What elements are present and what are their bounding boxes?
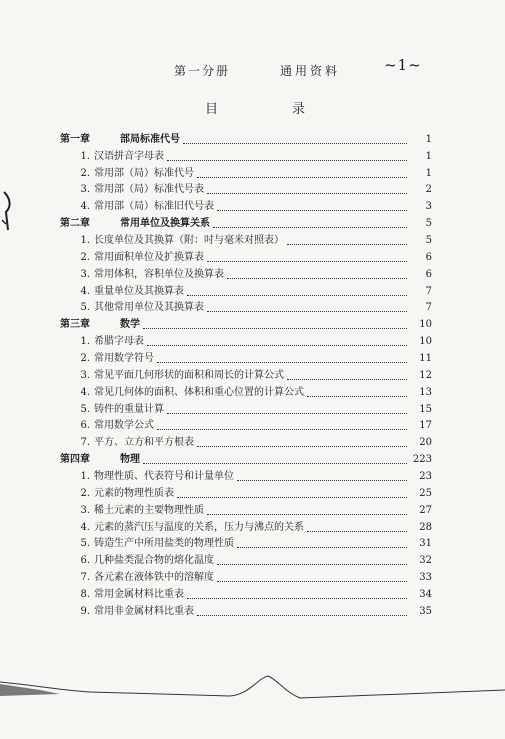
binding-mark [0, 190, 14, 240]
toc-entry-row [60, 281, 432, 298]
toc-entry-row [60, 230, 432, 247]
entry-number: 9. [80, 605, 90, 617]
dot-leader [237, 470, 407, 481]
entry-title: 元素的物理性质表 [94, 487, 174, 499]
toc-chapter-row [60, 129, 432, 146]
toc-page-number: 10 [419, 319, 432, 331]
toc-chapter-row [60, 213, 432, 230]
entry-number: 3. [80, 268, 90, 280]
chapter-number: 第二章 [60, 218, 90, 230]
chapter-title: 常用单位及换算关系 [120, 218, 210, 230]
entry-number: 8. [80, 589, 90, 601]
toc-chapter-row [60, 449, 432, 466]
toc-entry-row [60, 534, 432, 551]
dot-leader [217, 571, 407, 582]
entry-number: 4. [80, 285, 90, 297]
entry-title: 常用非金属材料比重表 [94, 605, 194, 617]
entry-number: 1. [80, 336, 90, 348]
toc-page-number: 3 [425, 201, 432, 213]
entry-title: 汉语拼音字母表 [94, 150, 164, 162]
toc-page-number: 34 [419, 589, 432, 601]
entry-title: 重量单位及其换算表 [94, 285, 184, 297]
toc-chapter-row [60, 314, 432, 331]
dot-leader [213, 217, 407, 228]
entry-title: 常用部（局）标准旧代号表 [94, 201, 214, 213]
toc-page-number: 31 [419, 538, 432, 550]
dot-leader [147, 335, 407, 346]
entry-title: 常用部（局）标准代号表 [94, 184, 204, 196]
toc-page-number: 6 [425, 268, 432, 280]
dot-leader [143, 318, 407, 329]
toc-heading-char: 录 [291, 102, 305, 117]
chapter-title: 物理 [120, 454, 140, 466]
entry-number: 4. [80, 521, 90, 533]
dot-leader [217, 200, 407, 211]
entry-number: 3. [80, 184, 90, 196]
table-of-contents [60, 129, 432, 618]
toc-entry-row [60, 247, 432, 264]
toc-entry-row [60, 298, 432, 315]
entry-number: 2. [80, 353, 90, 365]
toc-entry-row [60, 432, 432, 449]
entry-number: 1. [80, 471, 90, 483]
entry-number: 7. [80, 437, 90, 449]
toc-page-number: 13 [419, 386, 432, 398]
entry-number: 2. [80, 251, 90, 263]
toc-heading-char: 目 [205, 102, 219, 117]
entry-title: 常用体积，容积单位及换算表 [94, 268, 224, 280]
toc-entry-row [60, 483, 432, 500]
toc-entry-row [60, 163, 432, 180]
toc-entry-row [60, 416, 432, 433]
toc-page-number: 1 [425, 167, 432, 179]
entry-title: 几种盐类混合物的熔化温度 [94, 555, 214, 567]
dot-leader [307, 386, 407, 397]
toc-page-number: 17 [419, 420, 432, 432]
dot-leader [217, 554, 407, 565]
entry-number: 3. [80, 504, 90, 516]
toc-entry-row [60, 550, 432, 567]
dot-leader [167, 150, 407, 161]
entry-number: 4. [80, 386, 90, 398]
chapter-number: 第四章 [60, 454, 90, 466]
page-number: ~1~ [384, 56, 422, 74]
dot-leader [183, 133, 407, 144]
toc-page-number: 25 [419, 487, 432, 499]
toc-entry-row [60, 584, 432, 601]
toc-entry-row [60, 382, 432, 399]
toc-entry-row [60, 146, 432, 163]
volume-label: 第一分册 [174, 64, 231, 78]
entry-title: 常见几何体的面积、体积和重心位置的计算公式 [94, 386, 304, 398]
toc-entry-row [60, 601, 432, 618]
entry-title: 平方、立方和平方根表 [94, 437, 194, 449]
toc-entry-row [60, 196, 432, 213]
dot-leader [237, 537, 407, 548]
entry-title: 物理性质、代表符号和计量单位 [94, 471, 234, 483]
toc-page-number: 15 [419, 403, 432, 415]
toc-page-number: 28 [419, 521, 432, 533]
toc-page-number: 23 [419, 471, 432, 483]
chapter-title: 数学 [120, 319, 140, 331]
dot-leader [207, 301, 407, 312]
toc-heading [205, 98, 305, 117]
entry-title: 常用金属材料比重表 [94, 589, 184, 601]
dot-leader [157, 352, 407, 363]
dot-leader [307, 521, 407, 532]
entry-title: 常用数学公式 [94, 420, 154, 432]
entry-title: 铸件的重量计算 [94, 403, 164, 415]
entry-number: 6. [80, 555, 90, 567]
toc-page-number: 10 [419, 336, 432, 348]
dot-leader [197, 605, 407, 616]
section-title: 通用资料 [280, 64, 341, 78]
dot-leader [143, 453, 407, 464]
dot-leader [207, 251, 407, 262]
entry-title: 常用面积单位及扩换算表 [94, 251, 204, 263]
toc-entry-row [60, 466, 432, 483]
toc-entry-row [60, 500, 432, 517]
toc-entry-row [60, 365, 432, 382]
dot-leader [187, 588, 407, 599]
entry-number: 6. [80, 420, 90, 432]
dot-leader [207, 183, 407, 194]
page-header [0, 56, 505, 80]
page-bottom-edge [0, 670, 505, 739]
toc-entry-row [60, 180, 432, 197]
dot-leader [167, 403, 407, 414]
entry-number: 4. [80, 201, 90, 213]
entry-title: 希腊字母表 [94, 336, 144, 348]
entry-number: 5. [80, 538, 90, 550]
toc-page-number: 2 [425, 184, 432, 196]
entry-title: 常用数学符号 [94, 353, 154, 365]
dot-leader [187, 285, 407, 296]
toc-page-number: 32 [419, 555, 432, 567]
entry-title: 各元素在液体铁中的溶解度 [94, 572, 214, 584]
toc-entry-row [60, 264, 432, 281]
chapter-number: 第一章 [60, 133, 90, 145]
toc-page-number: 35 [419, 605, 432, 617]
toc-page-number: 11 [419, 353, 432, 365]
entry-title: 其他常用单位及其换算表 [94, 302, 204, 314]
toc-entry-row [60, 399, 432, 416]
toc-page-number: 1 [425, 150, 432, 162]
dot-leader [197, 436, 407, 447]
entry-title: 元素的蒸汽压与温度的关系，压力与沸点的关系 [94, 521, 304, 533]
toc-page-number: 223 [412, 454, 432, 466]
toc-page-number: 27 [419, 504, 432, 516]
dot-leader [227, 268, 407, 279]
dot-leader [207, 504, 407, 515]
dot-leader [197, 167, 407, 178]
dot-leader [287, 234, 407, 245]
entry-title: 常用部（局）标准代号 [94, 167, 194, 179]
entry-number: 2. [80, 167, 90, 179]
entry-title: 常见平面几何形状的面积和周长的计算公式 [94, 369, 284, 381]
entry-number: 5. [80, 302, 90, 314]
toc-page-number: 33 [419, 572, 432, 584]
chapter-title: 部局标准代号 [120, 133, 180, 145]
toc-entry-row [60, 517, 432, 534]
chapter-number: 第三章 [60, 319, 90, 331]
dot-leader [177, 487, 407, 498]
toc-entry-row [60, 331, 432, 348]
toc-page-number: 6 [425, 251, 432, 263]
entry-number: 2. [80, 487, 90, 499]
toc-page-number: 1 [425, 133, 432, 145]
entry-number: 3. [80, 369, 90, 381]
entry-number: 7. [80, 572, 90, 584]
entry-number: 1. [80, 235, 90, 247]
toc-page-number: 5 [425, 235, 432, 247]
dot-leader [157, 419, 407, 430]
toc-page-number: 7 [425, 285, 432, 297]
entry-title: 铸造生产中所用盐类的物理性质 [94, 538, 234, 550]
entry-title: 长度单位及其换算（附：吋与毫米对照表） [94, 235, 284, 247]
dot-leader [287, 369, 407, 380]
toc-page-number: 7 [425, 302, 432, 314]
entry-number: 1. [80, 150, 90, 162]
entry-title: 稀土元素的主要物理性质 [94, 504, 204, 516]
toc-page-number: 12 [419, 369, 432, 381]
entry-number: 5. [80, 403, 90, 415]
toc-entry-row [60, 348, 432, 365]
toc-page-number: 20 [419, 437, 432, 449]
toc-page-number: 5 [425, 218, 432, 230]
toc-entry-row [60, 567, 432, 584]
